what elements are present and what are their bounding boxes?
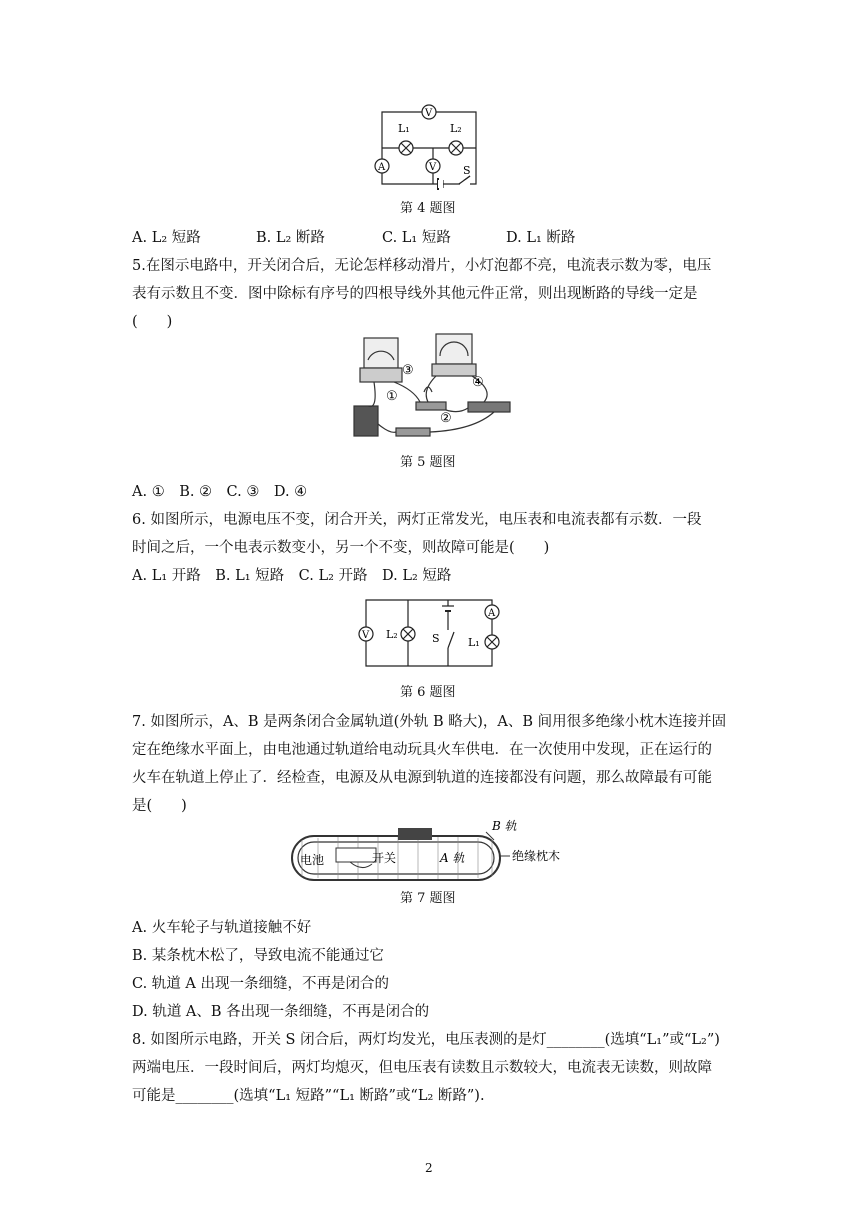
q5-stem-line2: 表有示数且不变．图中除标有序号的四根导线外其他元件正常，则出现断路的导线一定是: [132, 286, 698, 302]
fig4-v-top: V: [425, 108, 433, 119]
q4-options: [132, 228, 575, 248]
figure-6-circuit: [350, 594, 510, 674]
q7-option-d: D. 轨道 A、B 各出现一条细缝，不再是闭合的: [132, 1004, 430, 1020]
q8-stem-line2: 两端电压．一段时间后，两灯均熄灭，但电压表有读数且示数较大，电流表无读数，则故障: [132, 1060, 712, 1076]
figure-6-caption: 第 6 题图: [400, 685, 456, 700]
figure-4-circuit: [364, 100, 494, 192]
fig4-s: S: [463, 164, 471, 177]
fig7-sleeper: 绝缘枕木: [512, 849, 561, 863]
q8-stem-line3: 可能是________(选填“L₁ 短路”“L₁ 断路”或“L₂ 断路”).: [132, 1088, 485, 1104]
q7-stem-line4: 是( ): [132, 798, 187, 814]
fig4-l2: L₂: [450, 122, 462, 135]
q8-stem-line1: 8. 如图所示电路，开关 S 闭合后，两灯均发光，电压表测的是灯________(选填“L₁”或“L₂”): [132, 1032, 720, 1048]
fig6-l2: L₂: [386, 628, 398, 641]
q4-option-a: A. L₂ 短路: [132, 230, 201, 246]
fig5-marker-3: ③: [402, 363, 414, 378]
q4-option-c: C. L₁ 短路: [382, 230, 451, 246]
figure-5-caption: 第 5 题图: [400, 455, 456, 470]
fig5-marker-1: ①: [386, 389, 398, 404]
fig5-marker-4: ④: [472, 375, 484, 390]
fig4-a: A: [378, 162, 386, 173]
q7-stem-line3: 火车在轨道上停止了．经检查，电源及从电源到轨道的连接都没有问题，那么故障最有可能: [132, 770, 712, 786]
figure-5-apparatus: [344, 330, 514, 442]
q5-options: A. ① B. ② C. ③ D. ④: [132, 484, 308, 500]
q7-stem-line2: 定在绝缘水平面上，由电池通过轨道给电动玩具火车供电．在一次使用中发现，正在运行的: [132, 742, 712, 758]
fig5-marker-2: ②: [440, 411, 452, 426]
fig7-switch: 开关: [372, 851, 397, 865]
q4-option-d: D. L₁ 断路: [506, 230, 576, 246]
q7-stem-line1: 7. 如图所示，A、B 是两条闭合金属轨道(外轨 B 略大)，A、B 间用很多绝缘小枕木连接并固: [132, 714, 727, 730]
figure-4-caption: 第 4 题图: [400, 201, 456, 216]
q7-option-c: C. 轨道 A 出现一条细缝，不再是闭合的: [132, 976, 389, 992]
fig6-s: S: [432, 632, 440, 645]
figure-7-caption: 第 7 题图: [400, 891, 456, 906]
q5-stem-line3: ( ): [132, 314, 173, 330]
figure-7-track: [288, 818, 588, 886]
page-number: 2: [425, 1161, 433, 1175]
fig6-v: V: [362, 630, 370, 641]
fig7-a-rail: A 轨: [440, 851, 465, 865]
q4-option-b: B. L₂ 断路: [256, 230, 325, 246]
fig4-v-mid: V: [429, 162, 437, 173]
q7-option-b: B. 某条枕木松了，导致电流不能通过它: [132, 948, 384, 964]
fig7-battery: 电池: [300, 853, 325, 867]
fig6-a: A: [488, 608, 496, 619]
q6-options: A. L₁ 开路 B. L₁ 短路 C. L₂ 开路 D. L₂ 短路: [132, 568, 452, 584]
fig4-l1: L₁: [398, 122, 410, 135]
fig7-b-rail: B 轨: [492, 819, 517, 833]
q6-stem-line1: 6. 如图所示，电源电压不变，闭合开关，两灯正常发光，电压表和电流表都有示数．一段: [132, 512, 702, 528]
q7-option-a: A. 火车轮子与轨道接触不好: [132, 920, 312, 936]
q6-stem-line2: 时间之后，一个电表示数变小，另一个不变，则故障可能是( ): [132, 540, 550, 556]
fig6-l1: L₁: [468, 636, 480, 649]
q5-stem-line1: 5.在图示电路中，开关闭合后，无论怎样移动滑片，小灯泡都不亮，电流表示数为零，电压: [132, 258, 712, 274]
